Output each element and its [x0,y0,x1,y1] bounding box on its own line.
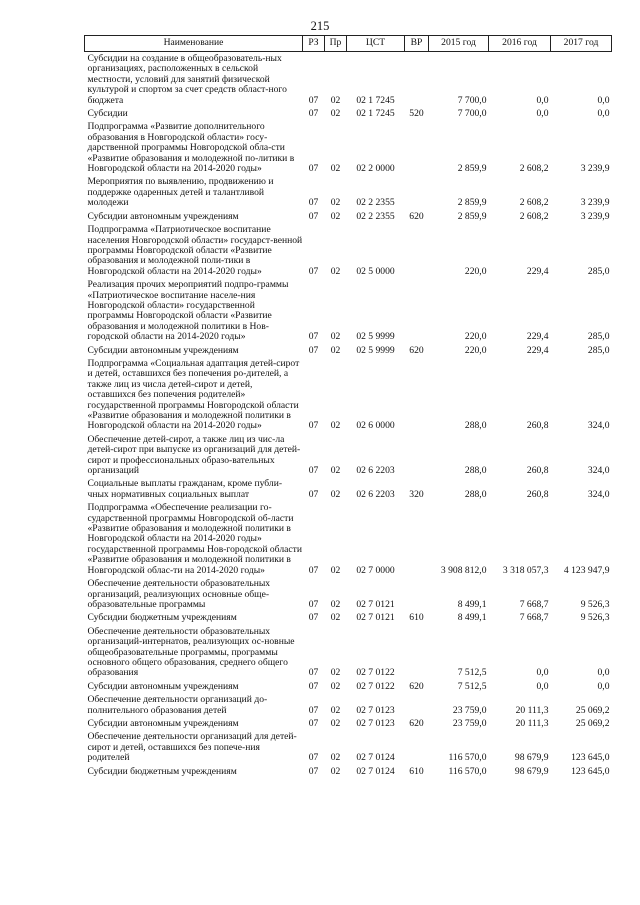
row-2017: 3 239,9 [580,163,610,175]
row-2016: 229,4 [526,344,549,356]
header-2017: 2017 год [551,36,612,52]
row-cst: 02 7 0123 [356,717,395,729]
row-2015: 2 859,9 [457,197,487,209]
row-2015: 116 570,0 [448,765,487,777]
row-name: Подпрограмма «Обеспечение реализации го-сударственной программы Новгородской об-ласти «Развитие образования и молодежной политики в Новгородской области на 2014-2020 годы» государственной программы Нов-городской области «Развитие образования и молодежной политики в Новгородской облас-ти на 2014-2020 годы» [87,502,302,576]
table-row [85,477,612,501]
page-number: 215 [310,19,330,33]
row-cst: 02 7 0124 [356,765,395,777]
row-2015: 116 570,0 [448,752,487,764]
row-pr: 02 [330,108,341,120]
row-pr: 02 [330,488,341,500]
row-pr: 02 [330,717,341,729]
header-vr: ВР [405,36,429,52]
row-2015: 7 700,0 [457,94,487,106]
row-rz: 07 [308,94,319,106]
table-row [85,680,612,693]
row-rz: 07 [308,331,319,343]
row-2016: 20 111,3 [515,717,549,729]
row-vr: 320 [409,488,424,500]
row-2016: 2 608,2 [519,210,549,222]
row-cst: 02 6 0000 [356,420,395,432]
table-row [85,577,612,611]
row-rz: 07 [308,612,319,624]
row-2017: 3 239,9 [580,210,610,222]
row-2017: 0,0 [597,667,610,679]
row-pr: 02 [330,94,341,106]
table-row [85,717,612,730]
row-2017: 3 239,9 [580,197,610,209]
row-vr: 610 [409,765,424,777]
row-cst: 02 1 7245 [356,108,395,120]
row-vr [405,577,429,611]
row-rz: 07 [308,465,319,477]
row-vr [405,357,429,433]
row-cst: 02 2 2355 [356,197,395,209]
row-vr [405,433,429,478]
row-2017: 324,0 [587,465,610,477]
row-vr [405,730,429,764]
row-2015: 7 512,5 [457,680,487,692]
row-name: Обеспечение детей-сирот, а также лиц из чис-ла детей-сирот при выпуске из организаций для детей-сирот и профессиональных образо-вательных организаций [87,433,301,477]
table-row [85,175,612,209]
table-row [85,107,612,120]
row-rz: 07 [308,667,319,679]
row-name: Реализация прочих мероприятий подпро-граммы «Патриотическое воспитание населе-ния Новгородской области» государственной программы Новгородской области «Развитие образования и молодежной политики в Нов-городской области на 2014-2020 годы» [87,279,289,343]
row-2016: 0,0 [536,108,549,120]
row-name: Субсидии бюджетным учреждениям [87,612,237,624]
row-rz: 07 [308,752,319,764]
row-rz: 07 [308,108,319,120]
row-2015: 7 512,5 [457,667,487,679]
row-2016: 229,4 [526,331,549,343]
row-vr [405,278,429,343]
row-2017: 123 645,0 [571,752,610,764]
row-rz: 07 [308,717,319,729]
row-vr [405,223,429,278]
row-rz: 07 [308,265,319,277]
row-2015: 23 759,0 [452,704,487,716]
row-2015: 7 700,0 [457,108,487,120]
row-2015: 3 908 812,0 [440,564,487,576]
row-pr: 02 [330,163,341,175]
row-cst: 02 7 0123 [356,704,395,716]
row-name: Подпрограмма «Социальная адаптация детей-сирот и детей, оставшихся без попечения ро-дителей, а также лиц из числа детей-сирот и детей, оставшихся без попечения родителей» государственной программы Новгородской области «Развитие образования и молодежной политики в Новгородской области на 2014-2020 годы» [87,357,300,432]
row-2016: 2 608,2 [519,197,549,209]
row-pr: 02 [330,667,341,679]
row-pr: 02 [330,331,341,343]
row-rz: 07 [308,344,319,356]
row-2016: 0,0 [536,94,549,106]
row-rz: 07 [308,680,319,692]
row-name: Субсидии на создание в общеобразователь-ных организациях, расположенных в сельской местности, условий для занятий физической культурой и спортом за счет средств област-ного бюджета [87,53,287,106]
row-rz: 07 [308,564,319,576]
row-2015: 220,0 [464,265,487,277]
row-rz: 07 [308,420,319,432]
row-vr: 610 [409,612,424,624]
row-2017: 9 526,3 [580,598,610,610]
table-row [85,52,612,108]
table-row [85,278,612,343]
row-name: Субсидии бюджетным учреждениям [87,765,237,777]
row-pr: 02 [330,265,341,277]
row-2015: 23 759,0 [452,717,487,729]
row-rz: 07 [308,765,319,777]
row-2015: 8 499,1 [457,612,487,624]
row-cst: 02 5 9999 [356,331,395,343]
row-2016: 7 668,7 [519,612,549,624]
row-2016: 98 679,9 [514,752,549,764]
row-name: Субсидии автономным учреждениям [87,680,239,692]
row-cst: 02 1 7245 [356,94,395,106]
table-row [85,625,612,680]
row-2017: 25 069,2 [575,704,610,716]
row-name: Обеспечение деятельности образовательных организаций-интернатов, реализующих ос-новные общеобразовательные программы, программы основного общего образования, среднего общего образования [87,625,295,679]
row-2015: 2 859,9 [457,210,487,222]
row-2017: 0,0 [597,94,610,106]
table-row [85,501,612,577]
header-2015: 2015 год [429,36,489,52]
row-2016: 98 679,9 [514,765,549,777]
row-pr: 02 [330,210,341,222]
header-cst: ЦСТ [347,36,405,52]
row-rz: 07 [308,210,319,222]
row-2015: 288,0 [464,465,487,477]
row-name: Субсидии автономным учреждениям [87,210,239,222]
row-2016: 20 111,3 [515,704,549,716]
row-name: Подпрограмма «Развитие дополнительного образования в Новгородской области» госу-дарственной программы Новгородской обла-сти «Развитие образования и молодежной по-литики в Новгородской области на 2014-2020 годы» [87,121,295,175]
row-cst: 02 6 2203 [356,465,395,477]
row-vr [405,175,429,209]
row-name: Обеспечение деятельности организаций до-полнительного образования детей [87,694,268,716]
row-rz: 07 [308,598,319,610]
row-rz: 07 [308,488,319,500]
row-pr: 02 [330,765,341,777]
table-header-row [85,36,612,52]
row-2017: 324,0 [587,420,610,432]
row-name: Подпрограмма «Патриотическое воспитание населения Новгородской области» государст-венной программы Новгородской области «Развитие образования и молодежной поли-тики в Новгородской области на 2014-2020 годы» [87,224,303,277]
row-2017: 9 526,3 [580,612,610,624]
row-2016: 229,4 [526,265,549,277]
row-name: Субсидии автономным учреждениям [87,717,239,729]
header-rz: РЗ [303,36,325,52]
table-row [85,611,612,624]
row-2017: 123 645,0 [571,765,610,777]
row-cst: 02 7 0122 [356,680,395,692]
table-row [85,730,612,764]
row-2015: 8 499,1 [457,598,487,610]
table-row [85,765,612,778]
row-2017: 285,0 [587,265,610,277]
row-rz: 07 [308,704,319,716]
row-pr: 02 [330,420,341,432]
row-cst: 02 5 0000 [356,265,395,277]
row-2016: 3 318 057,3 [502,564,549,576]
row-cst: 02 7 0121 [356,612,395,624]
row-cst: 02 7 0124 [356,752,395,764]
row-2015: 288,0 [464,420,487,432]
row-pr: 02 [330,564,341,576]
header-2016: 2016 год [489,36,551,52]
row-rz: 07 [308,163,319,175]
table-body [85,52,612,779]
row-vr [405,693,429,717]
row-vr [405,120,429,175]
row-pr: 02 [330,197,341,209]
row-cst: 02 7 0122 [356,667,395,679]
row-2017: 4 123 947,9 [563,564,610,576]
row-pr: 02 [330,704,341,716]
row-name: Субсидии автономным учреждениям [87,344,239,356]
row-2016: 7 668,7 [519,598,549,610]
table-row [85,210,612,223]
row-cst: 02 7 0121 [356,598,395,610]
row-2017: 0,0 [597,680,610,692]
table-row [85,120,612,175]
row-vr [405,625,429,680]
row-2017: 285,0 [587,344,610,356]
row-name: Социальные выплаты гражданам, кроме публи-чных нормативных социальных выплат [87,478,283,500]
row-2015: 2 859,9 [457,163,487,175]
row-vr: 620 [409,717,424,729]
row-2015: 220,0 [464,331,487,343]
row-vr: 620 [409,210,424,222]
row-vr: 520 [409,108,424,120]
row-2016: 0,0 [536,667,549,679]
row-pr: 02 [330,465,341,477]
table-row [85,223,612,278]
row-2016: 260,8 [526,488,549,500]
row-cst: 02 5 9999 [356,344,395,356]
row-pr: 02 [330,752,341,764]
row-2017: 285,0 [587,331,610,343]
row-cst: 02 7 0000 [356,564,395,576]
header-name: Наименование [85,36,303,52]
row-name: Обеспечение деятельности организаций для детей-сирот и детей, оставшихся без попече-ния родителей [87,731,297,764]
row-pr: 02 [330,612,341,624]
row-pr: 02 [330,680,341,692]
row-rz: 07 [308,197,319,209]
row-2015: 220,0 [464,344,487,356]
table-row [85,693,612,717]
table-row [85,357,612,433]
row-2016: 0,0 [536,680,549,692]
row-2016: 260,8 [526,465,549,477]
row-cst: 02 2 2355 [356,210,395,222]
row-vr [405,501,429,577]
row-2017: 0,0 [597,108,610,120]
table-row [85,344,612,357]
row-pr: 02 [330,598,341,610]
budget-table [84,35,612,778]
row-2016: 260,8 [526,420,549,432]
row-pr: 02 [330,344,341,356]
table-row [85,433,612,478]
header-pr: Пр [325,36,347,52]
row-name: Мероприятия по выявлению, продвижению и поддержке одаренных детей и талантливой молодежи [87,176,274,209]
row-name: Обеспечение деятельности образовательных организаций, реализующих основные обще-образовательные программы [87,578,271,610]
row-2016: 2 608,2 [519,163,549,175]
row-vr: 620 [409,680,424,692]
row-vr: 620 [409,344,424,356]
row-2017: 25 069,2 [575,717,610,729]
row-name: Субсидии [87,108,128,120]
row-cst: 02 2 0000 [356,163,395,175]
row-2015: 288,0 [464,488,487,500]
row-cst: 02 6 2203 [356,488,395,500]
row-vr [405,52,429,108]
row-2017: 324,0 [587,488,610,500]
